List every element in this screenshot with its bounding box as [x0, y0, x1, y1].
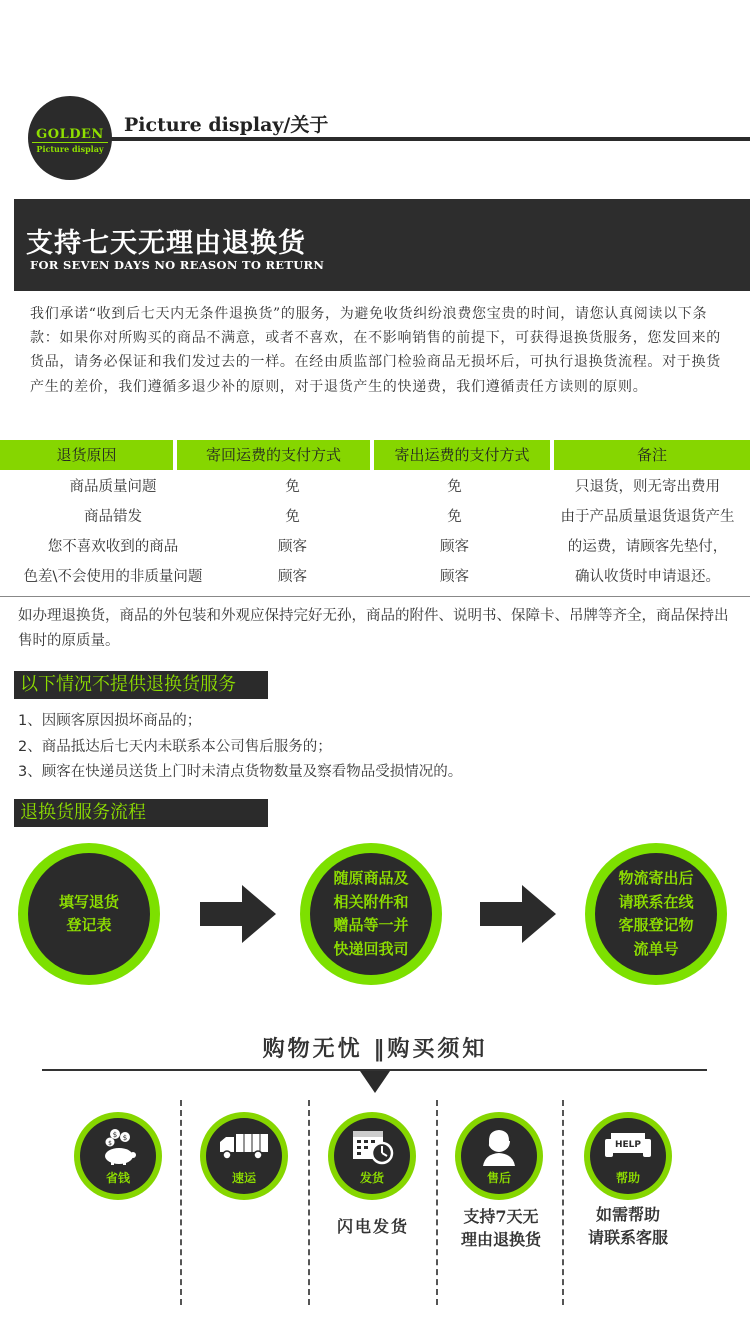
banner-subtitle: FOR SEVEN DAYS NO REASON TO RETURN	[30, 258, 325, 272]
cell-reason: 商品质量问题	[69, 479, 157, 495]
svg-text:$: $	[108, 1140, 112, 1147]
table-header	[0, 440, 750, 470]
process-step-content	[595, 853, 717, 975]
caption-line: 支持7天无	[463, 1207, 539, 1226]
arrow-right-icon	[200, 885, 276, 943]
badge-label: 速运	[231, 1171, 256, 1185]
table-row	[0, 562, 750, 592]
return-policy-banner	[14, 199, 750, 291]
process-step-1	[18, 843, 160, 985]
cell-reason: 色差\不会使用的非质量问题	[23, 569, 203, 585]
help-icon	[590, 1126, 666, 1166]
column-header-remark: 备注	[554, 440, 750, 470]
cell-reason: 商品错发	[84, 509, 142, 525]
policy-intro: 我们承诺“收到后七天内无条件退换货”的服务，为避免收货纠纷浪费您宝贵的时间，请您认真阅读以下条款：如果你对所购买的商品不满意，或者不喜欢，在不影响销售的前提下，可获得退换货服务，您发回来的货品，请务必保证和我们发过去的一样。在经由质监部门检验商品无损坏后，可执行退换货流程。对于换货产生的差价，我们遵循多退少补的原则，对于退货产生的快递费，我们遵循责任方读则的原则。	[30, 306, 721, 395]
no-service-list	[18, 709, 462, 786]
list-item: 1、因顾客原因损坏商品的；	[18, 713, 202, 729]
piggy-bank-icon	[80, 1126, 156, 1166]
process-step-content	[310, 853, 432, 975]
no-service-title: 以下情况不提供退换货服务	[14, 671, 268, 699]
cell-remark: 确认收货时申请退还。	[575, 569, 720, 585]
column-header-reason: 退货原因	[0, 440, 173, 470]
process-step-3	[585, 843, 727, 985]
process-step-text: 相关附件和	[333, 892, 409, 911]
customer-service-icon	[461, 1126, 537, 1166]
cell-send-fee: 免	[447, 479, 462, 495]
help-caption	[570, 1203, 686, 1249]
caption-line: 理由退换货	[460, 1230, 541, 1249]
process-step-text: 登记表	[66, 916, 112, 934]
list-item: 3、顾客在快递员送货上门时未清点货物数量及察看物品受损情况的。	[18, 764, 463, 780]
cell-return-fee: 顾客	[278, 569, 307, 585]
cell-return-fee: 免	[285, 509, 300, 525]
table-row	[0, 532, 750, 562]
cell-send-fee: 顾客	[440, 569, 469, 585]
shopping-notice-title: 购物无忧 ‖购买须知	[262, 1036, 488, 1062]
badge-label: 帮助	[615, 1171, 640, 1185]
after-sales-badge	[455, 1112, 543, 1200]
cell-return-fee: 免	[285, 479, 300, 495]
process-step-text: 快递回我司	[333, 939, 409, 958]
arrow-right-icon	[480, 885, 556, 943]
cell-send-fee: 免	[447, 509, 462, 525]
section-title: Picture display/关于	[124, 114, 329, 136]
table-divider	[0, 596, 750, 597]
caption-line: 闪电发货	[336, 1217, 409, 1236]
column-divider	[562, 1100, 564, 1305]
table-row	[0, 472, 750, 502]
process-step-content	[28, 853, 150, 975]
svg-text:$: $	[112, 1131, 118, 1139]
process-title: 退换货服务流程	[14, 799, 268, 827]
process-step-text: 客服登记物	[618, 916, 694, 934]
logo	[28, 96, 112, 180]
after-sales-caption	[444, 1205, 558, 1251]
column-divider	[180, 1100, 182, 1305]
process-step-2	[300, 843, 442, 985]
process-step-text: 赠品等一并	[333, 916, 409, 934]
cell-reason: 您不喜欢收到的商品	[47, 539, 179, 555]
packaging-note: 如办理退换货，商品的外包装和外观应保持完好无孙，商品的附件、说明书、保障卡、吊牌等齐全，商品保持出售时的原质量。	[18, 608, 729, 649]
process-step-text: 随原商品及	[333, 869, 409, 887]
logo-main-text: GOLDEN	[36, 127, 104, 142]
help-badge	[584, 1112, 672, 1200]
cell-send-fee: 顾客	[440, 539, 469, 555]
delivery-badge	[328, 1112, 416, 1200]
table-row	[0, 502, 750, 532]
badge-label: 发货	[359, 1171, 384, 1185]
column-divider	[436, 1100, 438, 1305]
logo-divider	[32, 142, 108, 143]
cell-remark: 只退货，则无寄出费用	[575, 479, 720, 495]
delivery-caption	[318, 1215, 428, 1238]
column-divider	[308, 1100, 310, 1305]
column-header-return-fee: 寄回运费的支付方式	[177, 440, 370, 470]
process-step-text: 物流寄出后	[618, 869, 694, 887]
save-money-badge	[74, 1112, 162, 1200]
fast-shipping-badge	[200, 1112, 288, 1200]
process-step-text: 填写退货	[58, 892, 119, 911]
column-header-send-fee: 寄出运费的支付方式	[374, 440, 550, 470]
list-item: 2、商品抵达后七天内未联系本公司售后服务的；	[18, 738, 332, 755]
triangle-down-icon	[360, 1071, 390, 1097]
cell-remark: 的运费，请顾客先垫付，	[567, 539, 728, 555]
caption-line: 如需帮助	[595, 1205, 660, 1224]
process-step-text: 请联系在线	[618, 892, 694, 911]
svg-text:$: $	[122, 1134, 128, 1142]
cell-return-fee: 顾客	[278, 539, 307, 555]
badge-label: 售后	[486, 1171, 511, 1185]
badge-label: 省钱	[105, 1171, 130, 1185]
header-divider	[104, 137, 750, 141]
help-sign-text: HELP	[614, 1140, 642, 1150]
banner-title: 支持七天无理由退换货	[26, 228, 306, 259]
cell-remark: 由于产品质量退货退货产生	[560, 509, 735, 525]
calendar-clock-icon	[334, 1126, 410, 1166]
caption-line: 请联系客服	[587, 1228, 668, 1247]
truck-icon	[206, 1126, 282, 1166]
logo-sub-text: Picture display	[36, 144, 104, 154]
process-step-text: 流单号	[633, 939, 679, 958]
shipping-fee-table	[0, 440, 750, 592]
